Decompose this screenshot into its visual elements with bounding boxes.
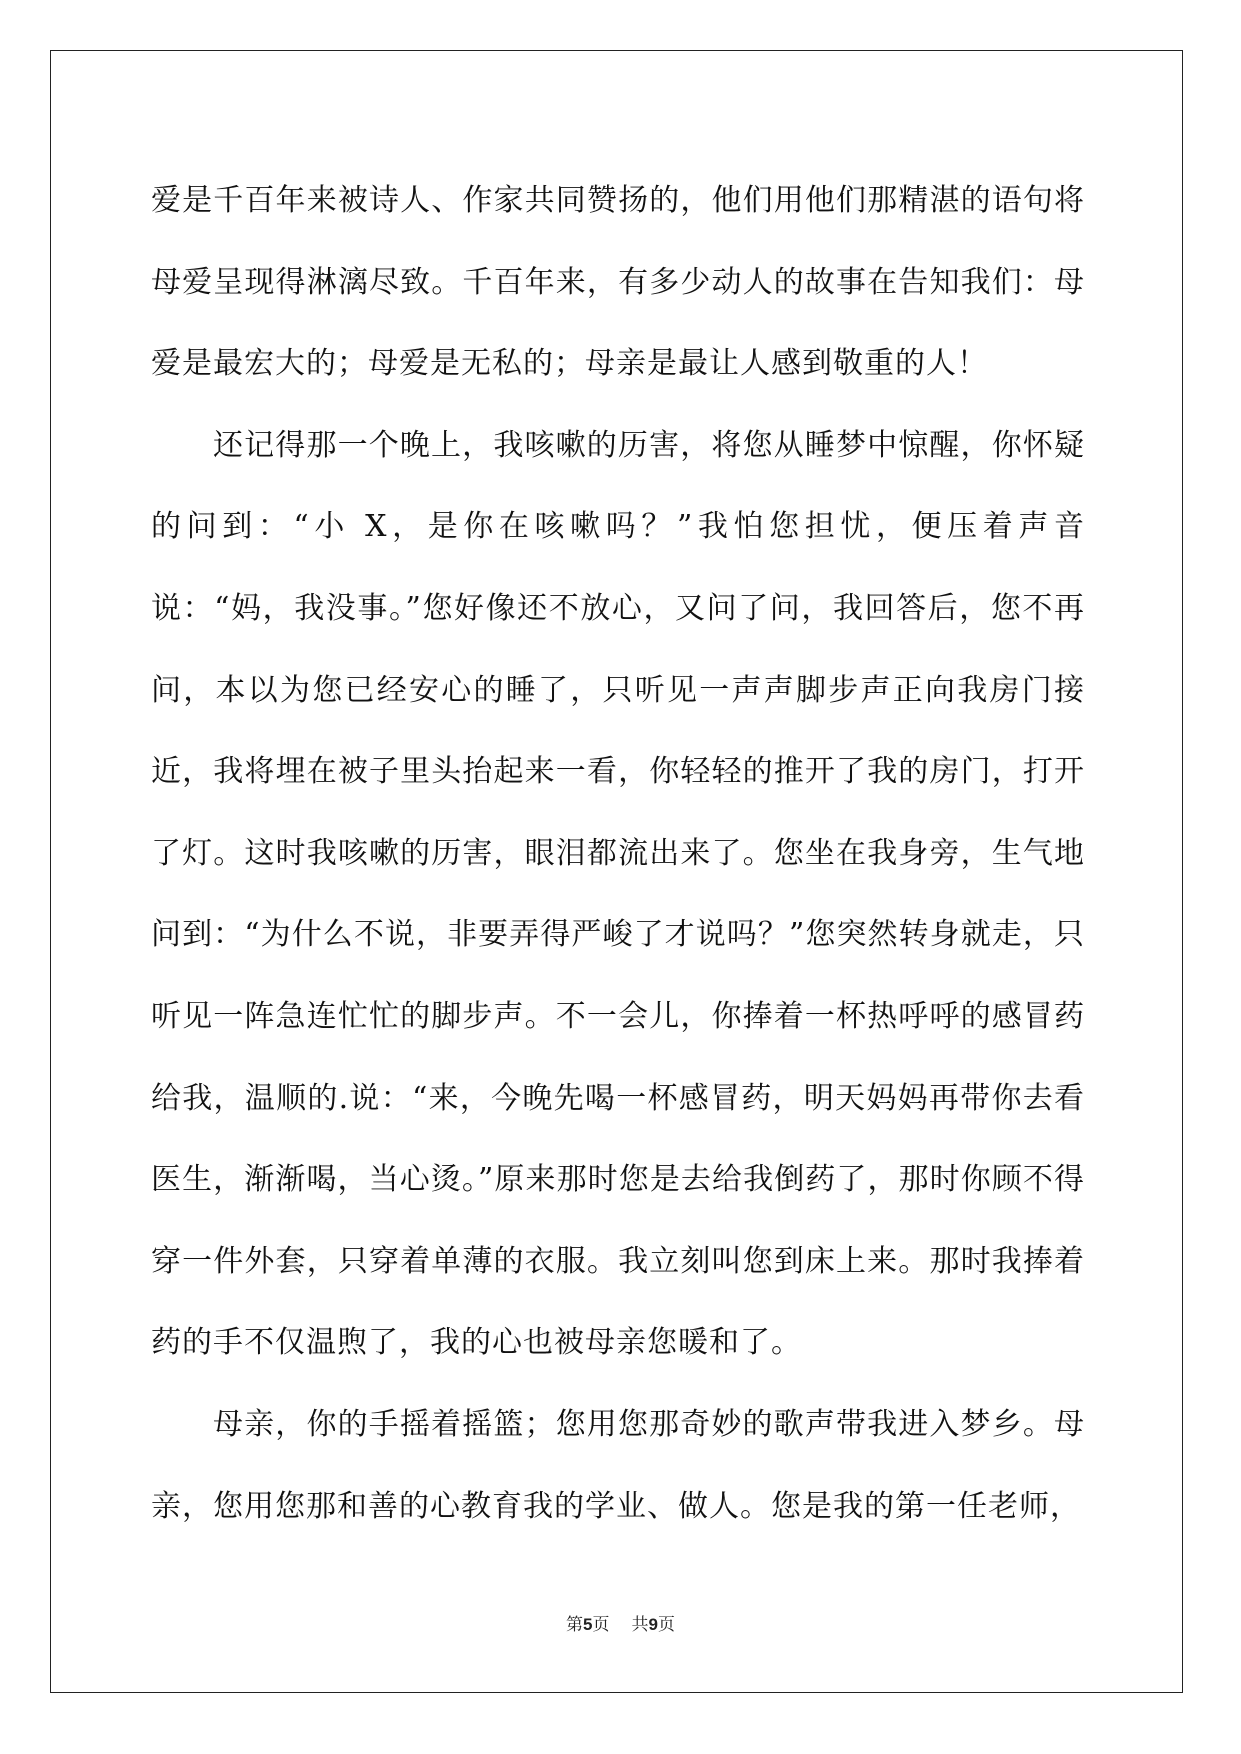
paragraph-3: 母亲，你的手摇着摇篮；您用您那奇妙的歌声带我进入梦乡。母亲，您用您那和善的心教育我的学业、做人。您是我的第一任老师， [151,1406,1085,1524]
page-total [632,1615,675,1635]
paragraph-2: 还记得那一个晚上，我咳嗽的历害，将您从睡梦中惊醒，你怀疑的问到：“小 X，是你在咳嗽吗？”我怕您担忧，便压着声音说：“妈，我没事。”您好像还不放心，又问了问，我回答后，您不再问，本以为您已经安心的睡了，只听见一声声脚步声正向我房门接近，我将埋在被子里头抬起来一看，你轻轻的推开了我的房门，打开了灯。这时我咳嗽的历害，眼泪都流出来了。您坐在我身旁，生气地问到：“为什么不说，非要弄得严峻了才说吗？”您突然转身就走，只听见一阵急连忙忙的脚步声。不一会儿，你捧着一杯热呼呼的感冒药给我，温顺的.说：“来，今晚先喝一杯感冒药，明天妈妈再带你去看医生，渐渐喝，当心烫。”原来那时您是去给我倒药了，那时你顾不得穿一件外套，只穿着单薄的衣服。我立刻叫您到床上来。那时我捧着药的手不仅温煦了，我的心也被母亲您暖和了。 [151,427,1085,1361]
page-suffix: 页 [592,1615,610,1635]
paragraph-1: 爱是千百年来被诗人、作家共同赞扬的，他们用他们那精湛的语句将母爱呈现得淋漓尽致。千百年来，有多少动人的故事在告知我们：母爱是最宏大的；母爱是无私的；母亲是最让人感到敬重的人！ [151,183,1085,382]
total-page-number: 9 [648,1615,658,1634]
total-suffix: 页 [657,1615,675,1635]
document-body [151,160,1085,1547]
page-number [566,1615,609,1635]
total-prefix: 共 [631,1615,649,1635]
page-prefix: 第 [566,1615,584,1635]
current-page-number: 5 [583,1615,593,1634]
page-footer [0,1610,1241,1635]
